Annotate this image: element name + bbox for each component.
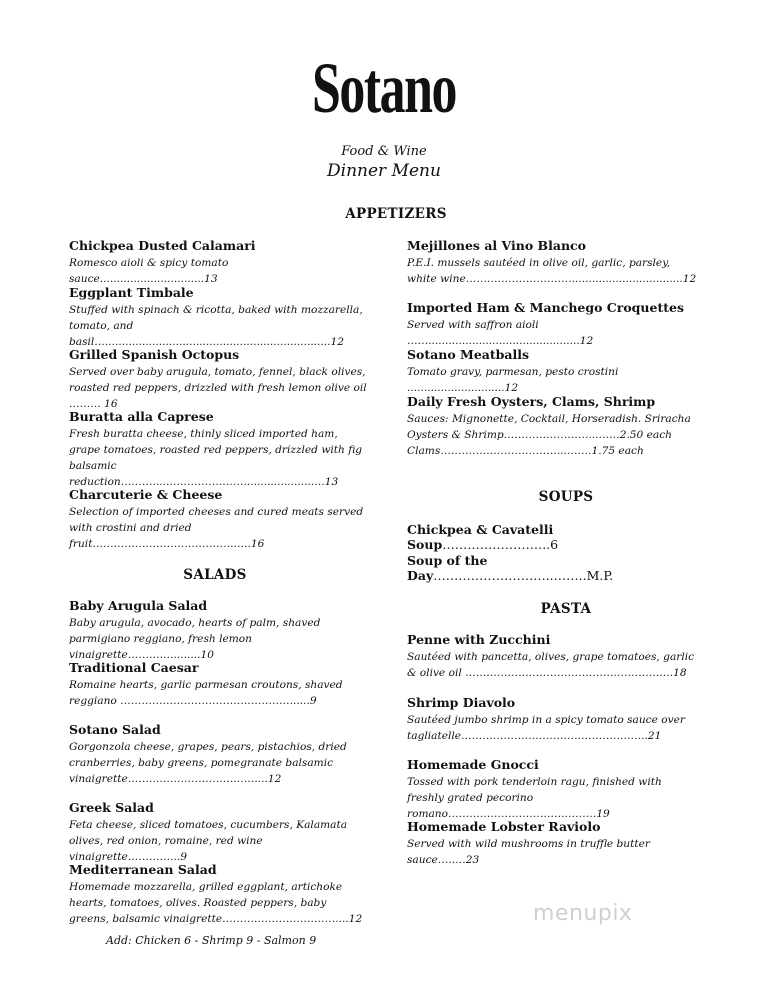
item-name: Homemade Lobster Raviolo [407,819,601,834]
menu-item [69,285,369,350]
item-name: Imported Ham & Manchego Croquettes [407,300,684,315]
soup-line [407,522,697,552]
item-price-line: Clams……………………………...…….1.75 each [407,445,644,457]
item-name: Shrimp Diavolo [407,695,516,710]
item-name: Eggplant Timbale [69,285,194,300]
item-name: Sotano Salad [69,722,161,737]
item-description: Baby arugula, avocado, hearts of palm, shaved parmigiano reggiano, fresh lemon vinaigrette……….…........10 [69,617,321,661]
item-description: Sautéed jumbo shrimp in a spicy tomato sauce over tagliatelle……………………………………………..21 [407,714,685,742]
item-description: Feta cheese, sliced tomatoes, cucumbers, Kalamata olives, red onion, romaine, red wine vinaigrette…………...9 [69,819,348,863]
section-title-salads: SALADS [183,567,247,583]
item-description: Served with wild mushrooms in truffle butter sauce…..…23 [407,838,650,866]
item-description: Homemade mozzarella, grilled eggplant, artichoke hearts, tomatoes, olives. Roasted peppers, baby greens, balsamic vinaigrette……………………………...12 [69,881,363,925]
item-description: Romesco aioli & spicy tomato sauce...............................13 [69,257,229,285]
item-name: Greek Salad [69,800,154,815]
item-name: Traditional Caesar [69,660,199,675]
item-name: Mejillones al Vino Blanco [407,238,586,253]
item-description: P.E.I. mussels sautéed in olive oil, garlic, parsley, white wine………………………….................................12 [407,257,697,285]
item-price: ……………………..6 [442,537,559,552]
soup-line [407,553,697,583]
item-name: Homemade Gnocci [407,757,539,772]
item-description: Tossed with pork tenderloin ragu, finished with freshly grated pecorino romano……………………………………19 [407,776,662,820]
menu-item [69,409,369,490]
menu-item [407,632,699,681]
item-price-line: Oysters & Shrimp……………………...……2.50 each [407,429,672,441]
menupix-watermark: menupix [533,901,633,926]
menu-item [407,522,697,554]
menu-item [69,347,369,412]
section-title-appetizers: APPETIZERS [345,206,447,222]
menu-item [407,553,697,585]
item-name: Baby Arugula Salad [69,598,208,613]
item-description: Served over baby arugula, tomato, fennel, black olives, roasted red peppers, drizzled with fresh lemon olive oil ……… 16 [69,366,367,410]
menu-item [69,660,369,709]
menu-item [407,757,699,822]
restaurant-logo: Sotano [311,48,457,128]
menu-item [69,800,369,865]
section-title-soups: SOUPS [538,489,594,505]
menu-item [69,722,369,787]
item-description: Selection of imported cheeses and cured meats served with crostini and dried fruit………………………………….…..16 [69,506,364,550]
restaurant-tagline: Food & Wine [341,144,427,159]
menu-item [407,394,697,459]
item-name: Soup of the Day [407,553,488,583]
menu-item [69,487,369,552]
item-name: Chickpea Dusted Calamari [69,238,256,253]
item-name: Mediterranean Salad [69,862,217,877]
item-description: Served with saffron aioli …….............................................12 [407,319,594,347]
item-name: Grilled Spanish Octopus [69,347,240,362]
item-name: Buratta alla Caprese [69,409,214,424]
section-title-pasta: PASTA [540,601,592,617]
menu-item [407,300,697,349]
item-name: Daily Fresh Oysters, Clams, Shrimp [407,394,656,409]
item-name: Penne with Zucchini [407,632,551,647]
item-description: Tomato gravy, parmesan, pesto crostini .............................12 [407,366,619,394]
menu-item [407,238,697,287]
menu-item [69,862,369,927]
menu-item [407,347,697,396]
menu-header [0,48,768,181]
item-description: Sautéed with pancetta, olives, grape tomatoes, garlic & olive oil …………………………………………………..18 [407,651,695,679]
item-description: Stuffed with spinach & ricotta, baked with mozzarella, tomato, and basil…...................................................................12 [69,304,363,348]
menu-item [69,238,369,287]
salad-addons: Add: Chicken 6 - Shrimp 9 - Salmon 9 [106,934,317,947]
item-price: ………………………..……..M.P. [433,568,614,583]
item-name: Sotano Meatballs [407,347,530,362]
item-description: Fresh buratta cheese, thinly sliced imported ham, grape tomatoes, roasted red peppers, drizzled with fig balsamic reduction……….....………………….....................…13 [69,428,363,488]
item-name: Charcuterie & Cheese [69,487,223,502]
item-description: Romaine hearts, garlic parmesan croutons, shaved reggiano ……………………………………….….....9 [69,679,343,707]
item-description: Gorgonzola cheese, grapes, pears, pistachios, dried cranberries, baby greens, pomegranate balsamic vinaigrette……..…………………..……...12 [69,741,347,785]
menu-item [407,695,699,744]
menu-item [69,598,369,663]
menu-item [407,819,699,868]
item-name: Chickpea & Cavatelli Soup [407,522,554,552]
menu-title: Dinner Menu [327,161,441,181]
item-description: Sauces: Mignonette, Cocktail, Horseradish. Sriracha [407,413,691,425]
